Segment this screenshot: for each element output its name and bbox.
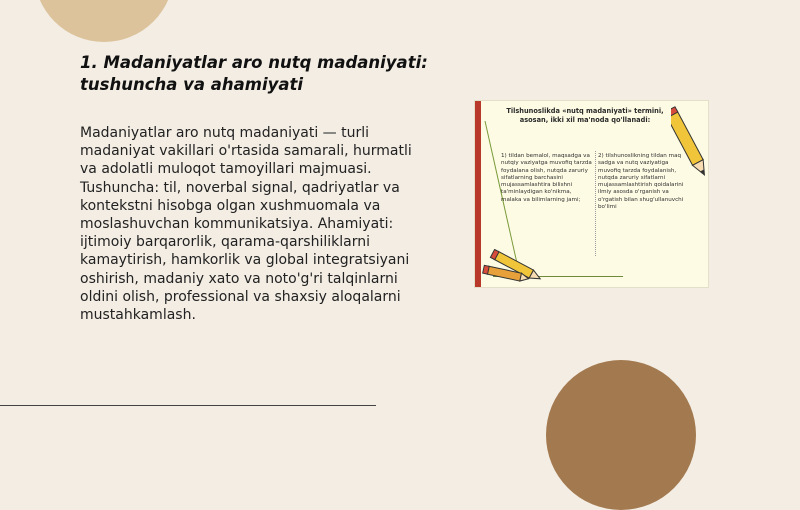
image-heading: Tilshunoslikda «nutq madaniyati» termini, asosan, ikki xil ma'noda qo'llanadi: [506,107,664,124]
pencil-icon [671,105,705,183]
pencil-icon [481,261,531,287]
decorative-circle-top [34,0,174,42]
image-right-column: 2) tilshunoslikning tildan maq sadga va nutq vaziyatiga muvofiq tarzda foydalanish, nutqda zaruriy sifatlarni mujassamlashtirish qoidalarini ilmiy asosda o'rganish va o'rgatish bilan shug'ullanuvchi bo'limi [598,153,684,211]
horizontal-divider [0,405,376,406]
embedded-slide-image [475,101,708,287]
column-divider [595,151,596,256]
red-side-bar [475,101,481,287]
slide-body-text: Madaniyatlar aro nutq madaniyati — turli madaniyat vakillari o'rtasida samarali, hurmatli va adolatli muloqot tamoyillari majmuasi. Tushuncha: til, noverbal signal, qadriyatlar va kontekstni hisobga olgan xushmuomala va moslashuvchan kommunikatsiya. Ahamiyati: ijtimoiy barqarorlik, qarama-qarshiliklarni kamaytirish, hamkorlik va global integratsiyani oshirish, madaniy xato va noto'g'ri talqinlarni oldini olish, professional va shaxsiy aloqalarni mustahkamlash. [80,125,412,324]
slide-title: 1. Madaniyatlar aro nutq madaniyati: tushuncha va ahamiyati [80,53,428,94]
image-left-column: 1) tildan bemalol, maqsadga va nutqiy vaziyatga muvofiq tarzda foydalana olish, nutqda zaruriy sifatlarning barchasini mujassamlashtira bilishni ta'minlaydigan ko'nikma, malaka va bilimlarning jami; [501,153,592,203]
decorative-circle-bottom [546,360,696,510]
